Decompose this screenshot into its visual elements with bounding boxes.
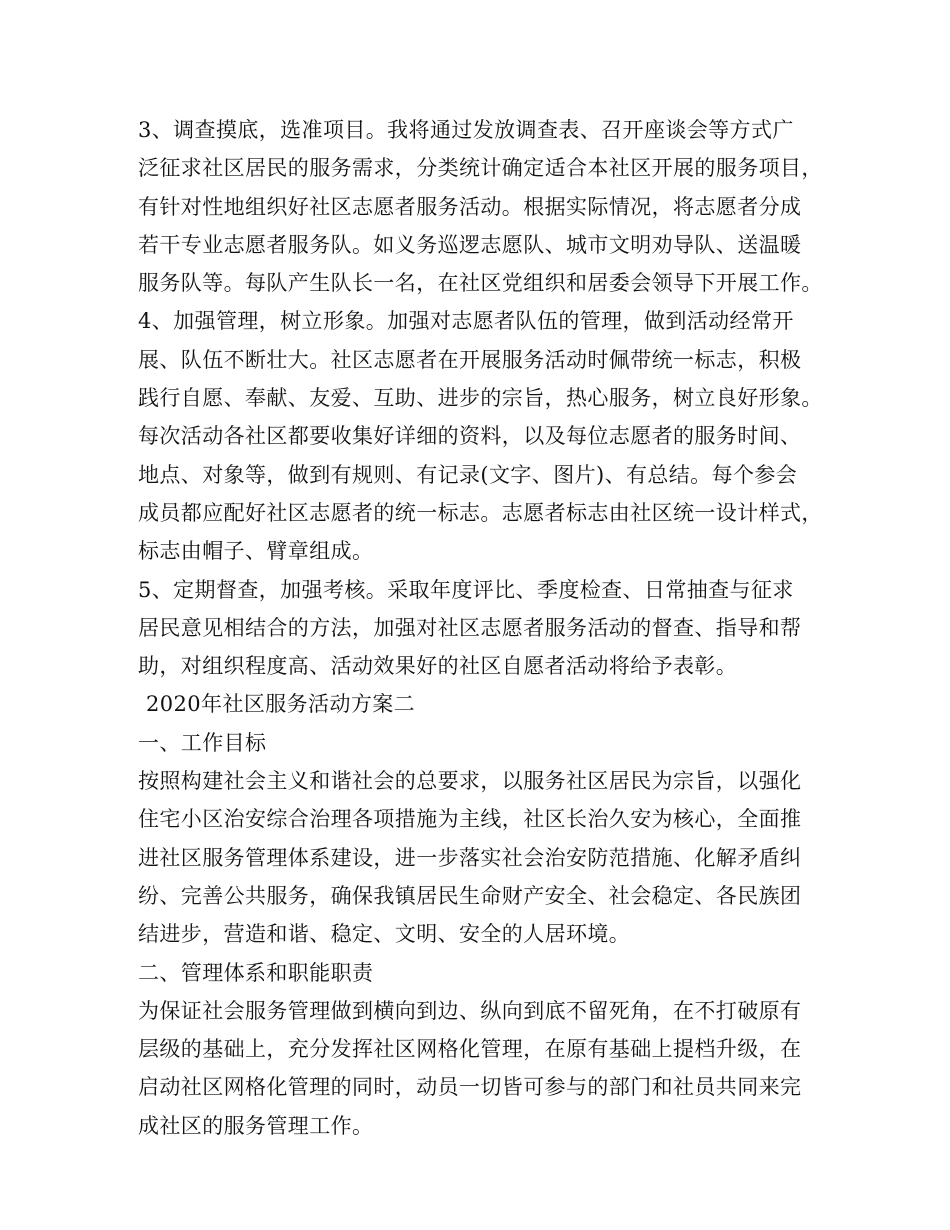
text-line: 5、定期督查，加强考核。采取年度评比、季度检查、日常抽查与征求 — [138, 577, 794, 602]
text-line: 成员都应配好社区志愿者的统一标志。志愿者标志由社区统一设计样式， — [138, 500, 823, 525]
section-title: 2020年社区服务活动方案二 — [146, 692, 416, 717]
section-heading: 一、工作目标 — [138, 730, 267, 755]
text-line: 有针对性地组织好社区志愿者服务活动。根据实际情况，将志愿者分成 — [138, 194, 802, 219]
text-line: 成社区的服务管理工作。 — [138, 1113, 374, 1138]
document-body — [138, 111, 823, 1145]
text-line: 结进步，营造和谐、稳定、文明、安全的人居环境。 — [138, 922, 631, 947]
text-line: 启动社区网格化管理的同时，动员一切皆可参与的部门和社员共同来完 — [138, 1075, 802, 1100]
text-line: 践行自愿、奉献、友爱、互助、进步的宗旨，热心服务，树立良好形象。 — [138, 386, 823, 411]
text-line: 住宅小区治安综合治理各项措施为主线，社区长治久安为核心，全面推 — [138, 807, 802, 832]
text-line: 层级的基础上，充分发挥社区网格化管理，在原有基础上提档升级，在 — [138, 1037, 802, 1062]
text-line: 进社区服务管理体系建设，进一步落实社会治安防范措施、化解矛盾纠 — [138, 845, 802, 870]
text-line: 为保证社会服务管理做到横向到边、纵向到底不留死角，在不打破原有 — [138, 998, 802, 1023]
text-line: 展、队伍不断壮大。社区志愿者在开展服务活动时佩带统一标志，积极 — [138, 347, 802, 372]
text-line: 4、加强管理，树立形象。加强对志愿者队伍的管理，做到活动经常开 — [138, 309, 794, 334]
text-line: 3、调查摸底，选准项目。我将通过发放调查表、召开座谈会等方式广 — [138, 118, 794, 142]
text-line: 每次活动各社区都要收集好详细的资料，以及每位志愿者的服务时间、 — [138, 424, 802, 449]
text-line: 地点、对象等，做到有规则、有记录(文字、图片)、有总结。每个参会 — [138, 462, 798, 487]
text-line: 服务队等。每队产生队长一名，在社区党组织和居委会领导下开展工作。 — [138, 271, 823, 296]
text-line: 标志由帽子、臂章组成。 — [138, 539, 374, 564]
text-line: 若干专业志愿者服务队。如义务巡逻志愿队、城市文明劝导队、送温暖 — [138, 232, 802, 257]
section-heading: 二、管理体系和职能职责 — [138, 960, 374, 985]
text-line: 居民意见相结合的方法，加强对社区志愿者服务活动的督查、指导和帮 — [138, 615, 802, 640]
text-line: 泛征求社区居民的服务需求，分类统计确定适合本社区开展的服务项目， — [138, 156, 823, 181]
text-line: 纷、完善公共服务，确保我镇居民生命财产安全、社会稳定、各民族团 — [138, 883, 802, 908]
text-line: 按照构建社会主义和谐社会的总要求，以服务社区居民为宗旨，以强化 — [138, 769, 802, 794]
text-line: 助，对组织程度高、活动效果好的社区自愿者活动将给予表彰。 — [138, 654, 738, 679]
